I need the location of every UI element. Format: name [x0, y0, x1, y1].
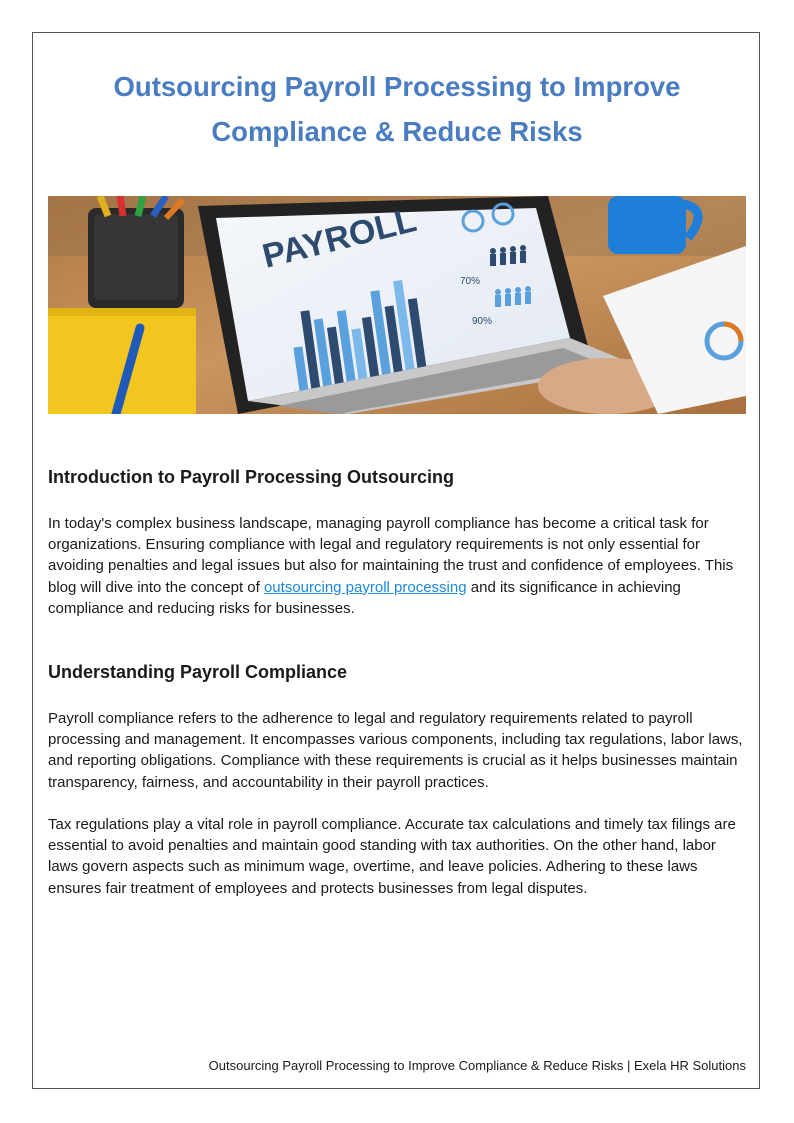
hero-image — [48, 196, 746, 414]
intro-paragraph — [48, 513, 748, 619]
screen-heading: PAYROLL — [258, 200, 421, 276]
section-heading-intro: Introduction to Payroll Processing Outsourcing — [48, 467, 455, 487]
compliance-paragraph-1: Payroll compliance refers to the adherence to legal and regulatory requirements related to payroll processing and management. It encompasses various components, including tax regulations, labor laws, and reporting obligations. Compliance with these requirements is crucial as it helps businesses maintain transparency, fairness, and accountability in their payroll practices. — [48, 710, 743, 791]
document-title — [48, 64, 746, 154]
stat-1: 70% — [460, 276, 481, 287]
stat-2: 90% — [472, 316, 493, 327]
title-line-2: Compliance & Reduce Risks — [211, 116, 583, 147]
intro-text-after-link: and its significance in achieving compliance and reducing risks for businesses. — [48, 578, 681, 617]
page-footer: Outsourcing Payroll Processing to Improve Compliance & Reduce Risks | Exela HR Solutions — [208, 1058, 746, 1073]
outsourcing-payroll-link[interactable]: outsourcing payroll processing — [263, 578, 467, 596]
title-line-1: Outsourcing Payroll Processing to Improve — [113, 71, 681, 102]
section-heading-compliance: Understanding Payroll Compliance — [48, 662, 348, 682]
compliance-paragraph-2: Tax regulations play a vital role in payroll compliance. Accurate tax calculations and timely tax filings are essential to avoid penalties and maintain good standing with tax authorities. On the other hand, labor laws govern aspects such as minimum wage, overtime, and leave policies. Adhering to these laws ensures fair treatment of employees and protects businesses from legal disputes. — [48, 816, 736, 897]
intro-text-before-link: In today's complex business landscape, managing payroll compliance has become a critical task for organizations. Ensuring compliance with legal and regulatory requirements is not only essential for avoiding penalties and legal issues but also for maintaining the trust and confidence of employees. This blog will dive into the concept of — [48, 515, 734, 596]
